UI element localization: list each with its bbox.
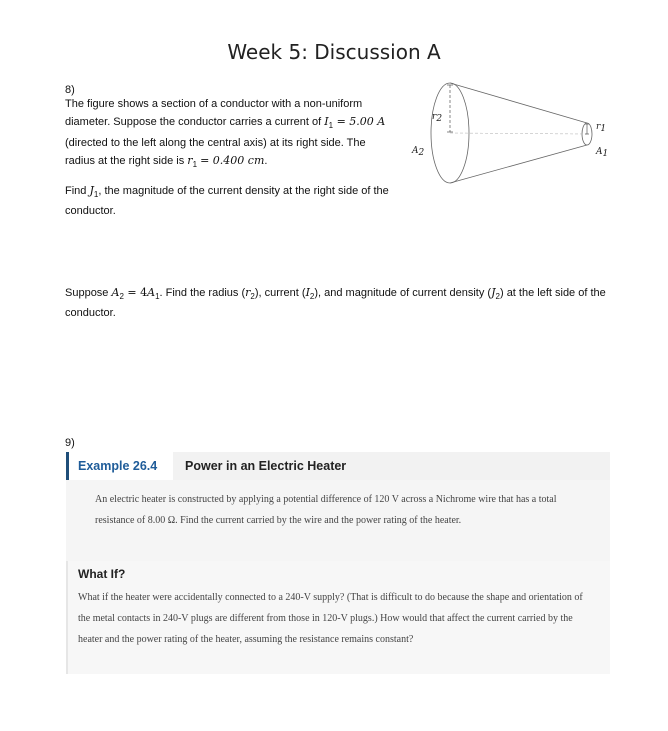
example-header [66, 452, 610, 480]
I2-symbol: I [305, 286, 310, 299]
what-if-text: What if the heater were accidentally connected to a 240-V supply? (That is difficult to do because the shape and orientation of the metal contacts in 240-V plugs are different from those in 120-V plugs.) How would that affect the current carried by the heater and the power rating of the heater, assuming the resistance remains constant? [78, 592, 583, 645]
question-8-number: 8) [65, 84, 75, 96]
suppose-text-a: Suppose [65, 287, 112, 299]
J1-symbol: J [89, 184, 94, 197]
example-title: Power in an Electric Heater [185, 459, 347, 473]
r1-symbol: r [187, 154, 193, 168]
label-A1: A1 [596, 147, 609, 159]
r2-subscript: 2 [250, 292, 255, 302]
find-suffix: , the magnitude of the current density at the right side of the conductor. [65, 185, 389, 218]
intro-period: . [264, 155, 268, 168]
equals-sign: = [333, 115, 350, 129]
find-prefix: Find [65, 185, 90, 197]
A1-subscript: 1 [155, 292, 160, 302]
example-body [66, 480, 610, 561]
what-if-heading: What If? [78, 567, 126, 581]
I1-symbol: I [324, 115, 329, 129]
question-8-intro [65, 96, 390, 174]
question-8-suppose [65, 284, 625, 323]
suppose-text-e: ) at the left side of the conductor. [65, 287, 606, 320]
suppose-text-d: ), and magnitude of current density ( [314, 287, 492, 299]
intro-text-1: The figure shows a section of a conductor with a non-uniform diameter. Suppose the conductor carries a current of [65, 98, 363, 129]
conductor-figure [400, 80, 615, 195]
question-8-find-J1 [65, 182, 390, 221]
page-title: Week 5: Discussion A [227, 40, 441, 64]
suppose-text-c: ), current ( [254, 287, 306, 299]
r1-value: = 0.400 cm [200, 154, 265, 168]
label-A2: A2 [412, 146, 425, 158]
example-card [66, 452, 610, 674]
J1-subscript: 1 [93, 190, 99, 200]
cone-bottom-edge [450, 145, 587, 183]
example-body-text: An electric heater is constructed by applying a potential difference of 120 V across a Nichrome wire that has a total resistance of 8.00 Ω. Find the current carried by the wire and the power rating of the heater. [95, 494, 557, 526]
axis-dashed-line [450, 133, 587, 134]
J2-subscript: 2 [495, 292, 500, 302]
A2-subscript: 2 [119, 292, 124, 302]
I1-subscript: 1 [328, 121, 334, 131]
I2-subscript: 2 [309, 292, 315, 302]
r1-subscript: 1 [192, 160, 198, 170]
what-if-section [66, 561, 610, 674]
what-if-left-rule [66, 561, 68, 674]
cone-top-edge [450, 83, 587, 123]
label-r2: r2 [432, 112, 443, 124]
A2-symbol: A [111, 286, 120, 299]
J2-symbol: J [491, 286, 496, 299]
label-r1: r1 [596, 122, 607, 134]
intro-text-2: (directed to the left along the central axis) at its right side. The radius at the right side is [65, 136, 366, 168]
r2-symbol: r [245, 286, 251, 299]
A1-symbol: A [147, 286, 156, 299]
example-tag: Example 26.4 [69, 452, 173, 480]
question-9-number: 9) [65, 437, 75, 449]
suppose-text-b: . Find the radius ( [159, 287, 246, 299]
equals-four: = 4 [123, 286, 148, 299]
I1-value: 5.00 A [349, 115, 386, 129]
